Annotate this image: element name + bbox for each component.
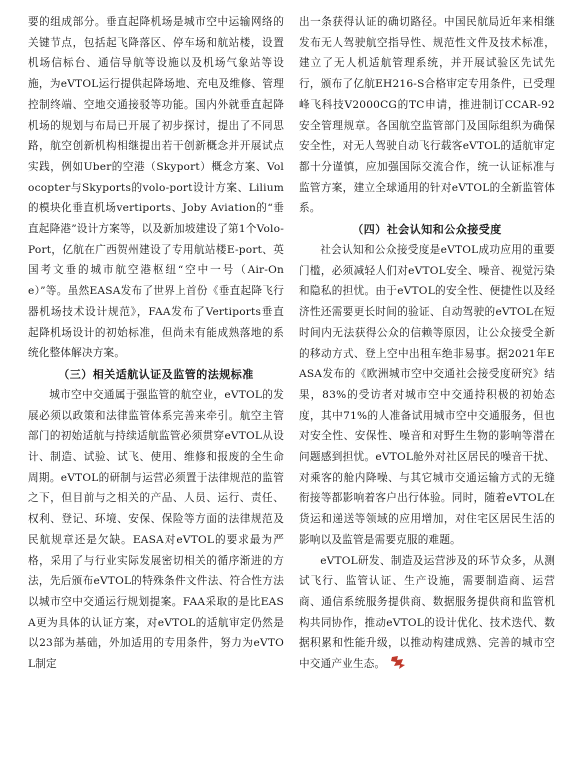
- right-paragraph-2: 社会认知和公众接受度是eVTOL成功应用的重要门槛，必须减轻人们对eVTOL安全、噪音、视觉污染和隐私的担忧。由于eVTOL的安全性、便捷性以及经济性还需要更长时间的验证、自动驾驶的eVTOL在短时间内无法获得公众的信赖等原因，让公众接受全新的移动方式、登上空中出租车绝非易事。据2021年EASA发布的《欧洲城市空中交通社会接受度研究》结果，83%的受访者对城市空中交通持积极的初始态度，其中71%的人准备试用城市空中交通服务，但也对安全性、安保性、噪音和对野生生物的影响等潜在问题感到担忧。eVTOL舱外对社区居民的噪音干扰、对乘客的舱内降噪、与其它城市交通运输方式的无缝衔接等都影响着客户出行体验。同时，随着eVTOL在货运和递送等领域的应用增加，对住宅区居民生活的影响以及监管是需要克服的难题。: [299, 244, 555, 546]
- end-mark-icon: [389, 655, 407, 670]
- right-paragraph-3: [299, 551, 555, 675]
- section-heading-4: （四）社会认知和公众接受度: [352, 223, 502, 237]
- right-column: [299, 12, 555, 675]
- left-paragraph-1: 要的组成部分。垂直起降机场是城市空中运输网络的关键节点，包括起飞降落区、停车场和航站楼，设置机场信标台、通信导航等设施以及机场气象站等设施，为eVTOL运行提供起降场地、充电及维修、管理控制终端、空地交通接驳等功能。国内外就垂直起降机场的规划与布局已开展了初步探讨，提出了不同思路，航空创新机构相继提出若干创新概念并开展试点实践，例如Uber的空港（Skyport）概念方案、Volocopter与Skyports的volo-port设计方案、Lilium的模块化垂直机场vertiports、Joby Aviation的“垂直起降港”设计方案等，以及新加坡建设了第1个Volo-Port，亿航在广西贺州建设了专用航站楼E-port、英国考文垂的城市航空港枢纽“空中一号（Air-One）”等。虽然EASA发布了世界上首份《垂直起降飞行器机场技术设计规范》，FAA发布了Vertiports垂直起降机场设计的初始标准，但尚未有能成熟落地的系统化整体解决方案。: [28, 16, 284, 360]
- right-paragraph-3-text: eVTOL研发、制造及运营涉及的环节众多，从测试飞行、监管认证、生产设施，需要制造商、运营商、通信系统服务提供商、数据服务提供商和监管机构共同协作，推动eVTOL的设计优化、技术迭代、数据积累和性能升级，以推动构建成熟、完善的城市空中交通产业生态。: [299, 554, 555, 671]
- right-paragraph-1: 出一条获得认证的确切路径。中国民航局近年来相继发布无人驾驶航空指导性、规范性文件及技术标准，建立了无人机适航管理系统，并开展试验区先试先行，颁布了亿航EH216-S合格审定专用条件，已受理峰飞科技V2000CG的TC申请，推进制订CCAR-92安全管理规章。各国航空监管部门及国际组织为确保安全性，对无人驾驶自动飞行载客eVTOL的适航审定都十分谨慎，应加强国际交流合作，统一认证标准与监管方案，建立全球通用的针对eVTOL的全新监管体系。: [299, 16, 555, 215]
- left-paragraph-2: 城市空中交通属于强监管的航空业，eVTOL的发展必须以政策和法律监管体系完善来牵引。航空主管部门的初始适航与持续适航监管必须贯穿eVTOL从设计、制造、试验、试飞、使用、维修和报废的全生命周期。eVTOL的研制与运营必须置于法律规范的监管之下，但目前与之相关的产品、人员、运行、责任、权利、登记、环境、安保、保险等方面的法律规范及民航规章还是欠缺。EASA对eVTOL的要求最为严格，采用了与行业实际发展密切相关的循序渐进的方法，先后颁布eVTOL的特殊条件文件法、符合性方法以城市空中交通运行规划提案。FAA采取的是比EASA更为具体的认证方案，对eVTOL的适航审定仍然是以23部为基础，外加适用的专用条件，努力为eVTOL制定: [28, 388, 284, 671]
- section-heading-3: （三）相关适航认证及监管的法规标准: [58, 367, 254, 381]
- left-column: [28, 12, 284, 675]
